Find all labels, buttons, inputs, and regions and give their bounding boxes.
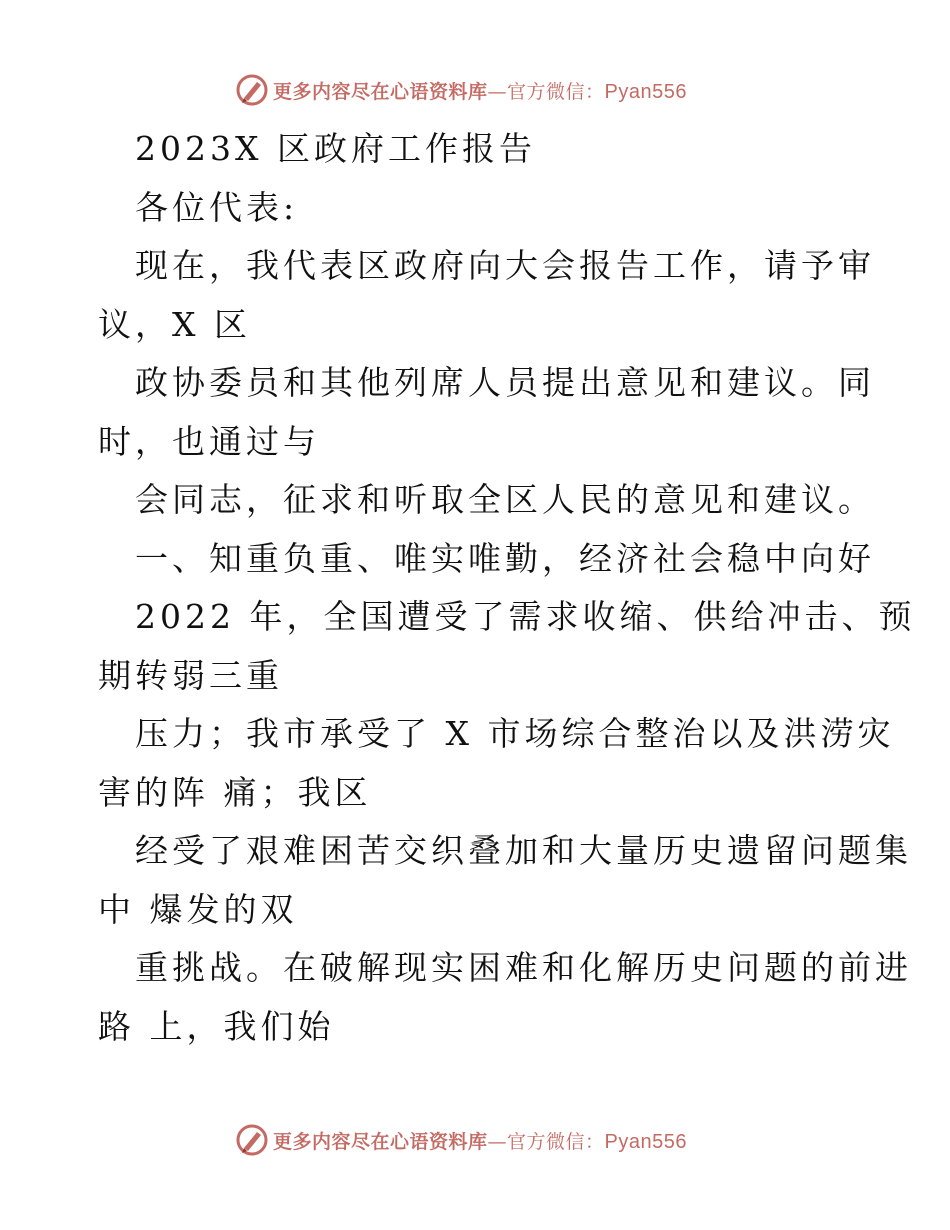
document-line: 经受了艰难困苦交织叠加和大量历史遗留问题集 [135, 831, 912, 870]
watermark-header [235, 70, 687, 110]
document-line: 政协委员和其他列席人员提出意见和建议。同 [135, 363, 875, 402]
watermark-footer [235, 1120, 687, 1160]
watermark-text: 更多内容尽在心语资料库—官方微信：Pyan556 [273, 80, 687, 103]
document-line: 时，也通过与 [98, 421, 320, 461]
document-line: 中 爆发的双 [98, 889, 298, 929]
pen-logo-icon [235, 1123, 269, 1157]
document-line: 害的阵 痛；我区 [98, 772, 372, 812]
pen-logo-icon [235, 73, 269, 107]
document-body [98, 120, 916, 1056]
document-line: 重挑战。在破解现实困难和化解历史问题的前进 [135, 948, 912, 987]
document-line: 一、知重负重、唯实唯勤，经济社会稳中向好 [135, 538, 875, 578]
document-line: 会同志，征求和听取全区人民的意见和建议。 [135, 480, 875, 519]
document-line: 压力；我市承受了 X 市场综合整治以及洪涝灾 [135, 714, 895, 753]
watermark-text: 更多内容尽在心语资料库—官方微信：Pyan556 [273, 1130, 687, 1153]
document-line: 2023X 区政府工作报告 [135, 129, 536, 168]
document-line: 路 上，我们始 [98, 1006, 335, 1046]
document-line: 期转弱三重 [98, 655, 283, 695]
document-line: 各位代表: [135, 187, 299, 227]
document-line: 现在，我代表区政府向大会报告工作，请予审 [135, 246, 875, 285]
document-line: 议，X 区 [98, 304, 251, 344]
document-line: 2022 年，全国遭受了需求收缩、供给冲击、预 [135, 597, 916, 636]
